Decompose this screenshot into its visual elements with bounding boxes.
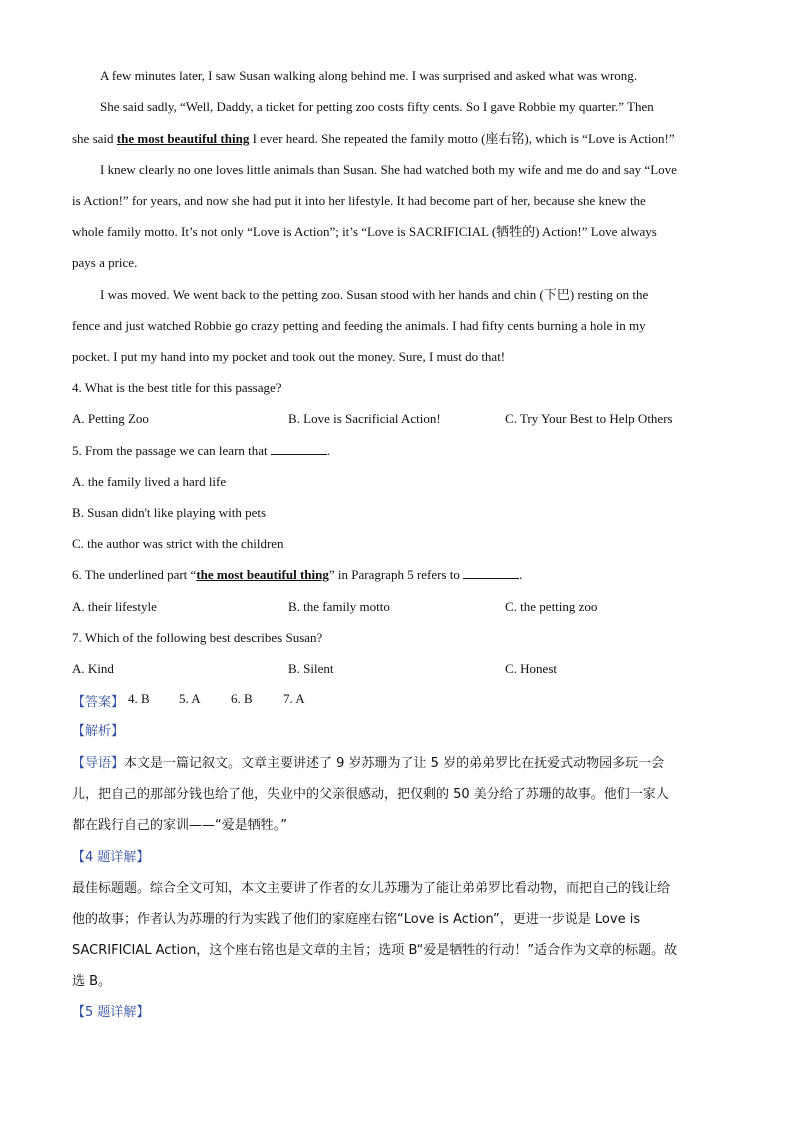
underlined-phrase: the most beautiful thing [116, 131, 250, 146]
passage-line: pocket. I put my hand into my pocket and took out the money. Sure, I must do that! [72, 349, 506, 364]
option-7c: C. Honest [505, 661, 557, 676]
passage-line: fence and just watched Robbie go crazy petting and feeding the animals. I had fifty cents burning a hole in my [72, 318, 646, 333]
option-4c: C. Try Your Best to Help Others [505, 411, 673, 426]
passage-line: whole family motto. It’s not only “Love is Action”; it’s “Love is SACRIFICIAL (牺牲的) Action!” Love always [72, 224, 657, 239]
option-7b: B. Silent [288, 661, 334, 676]
intro-label: 【导语】 [72, 756, 125, 771]
option-6c: C. the petting zoo [505, 599, 598, 614]
question-text: 6. The underlined part “ [72, 567, 197, 582]
detail-5-label: 【5 题详解】 [72, 1005, 150, 1020]
passage-line: She said sadly, “Well, Daddy, a ticket for petting zoo costs fifty cents. So I gave Robbie my quarter.” Then [100, 99, 654, 114]
detail-line: 最佳标题题。综合全文可知，本文主要讲了作者的女儿苏珊为了能让弟弟罗比看动物，而把自己的钱让给 [72, 881, 671, 896]
option-4a: A. Petting Zoo [72, 411, 149, 426]
option-4b: B. Love is Sacrificial Action! [288, 411, 441, 426]
question-5: 5. From the passage we can learn that . [72, 443, 331, 458]
question-text: 5. From the passage we can learn that [72, 443, 268, 458]
analysis-label: 【解析】 [72, 724, 125, 739]
intro-line [72, 755, 722, 773]
intro-text: 本文是一篇记叙文。文章主要讲述了 9 岁苏珊为了让 5 岁的弟弟罗比在抚爱式动物园多玩一会 [124, 756, 665, 771]
passage-line: is Action!” for years, and now she had put it into her lifestyle. It had become part of her, because she knew the [72, 193, 646, 208]
underlined-phrase: the most beautiful thing [196, 567, 329, 582]
passage-line: A few minutes later, I saw Susan walking along behind me. I was surprised and asked what was wrong. [100, 68, 638, 83]
option-6b: B. the family motto [288, 599, 390, 614]
question-6: 6. The underlined part “the most beautiful thing” in Paragraph 5 refers to . [72, 567, 523, 582]
answer-7: 7. A [283, 691, 305, 706]
passage-line [72, 130, 722, 148]
question-text: ” in Paragraph 5 refers to [328, 567, 460, 582]
passage-text: she said [72, 131, 117, 146]
question-7: 7. Which of the following best describes Susan? [72, 630, 323, 645]
option-5c: C. the author was strict with the children [72, 536, 284, 551]
detail-line: 选 B。 [72, 974, 112, 989]
option-6a: A. their lifestyle [72, 599, 157, 614]
option-5a: A. the family lived a hard life [72, 474, 227, 489]
detail-line: 他的故事；作者认为苏珊的行为实践了他们的家庭座右铭“Love is Action”，更进一步说是 Love is [72, 912, 641, 927]
detail-4-label: 【4 题详解】 [72, 850, 150, 865]
answer-6: 6. B [231, 691, 253, 706]
passage-line: pays a price. [72, 255, 138, 270]
intro-line: 儿，把自己的那部分钱也给了他，失业中的父亲很感动，把仅剩的 50 美分给了苏珊的故事。他们一家人 [72, 787, 669, 802]
option-5b: B. Susan didn't like playing with pets [72, 505, 267, 520]
question-4: 4. What is the best title for this passage? [72, 380, 282, 395]
answer-label: 【答案】 [72, 695, 125, 710]
passage-line: I was moved. We went back to the petting zoo. Susan stood with her hands and chin (下巴) resting on the [100, 287, 649, 302]
passage-line: I knew clearly no one loves little animals than Susan. She had watched both my wife and me do and say “Love [100, 162, 677, 177]
option-7a: A. Kind [72, 661, 114, 676]
passage-text: I ever heard. She repeated the family motto (座右铭), which is “Love is Action!” [249, 131, 675, 146]
answer-5: 5. A [179, 691, 201, 706]
intro-line: 都在践行自己的家训——“爱是牺牲。” [72, 818, 287, 833]
answer-blank [271, 442, 327, 455]
answer-4: 4. B [128, 691, 150, 706]
detail-line: SACRIFICIAL Action，这个座右铭也是文章的主旨；选项 B“爱是牺牲的行动！”适合作为文章的标题。故 [72, 943, 678, 958]
answer-blank [463, 566, 519, 579]
